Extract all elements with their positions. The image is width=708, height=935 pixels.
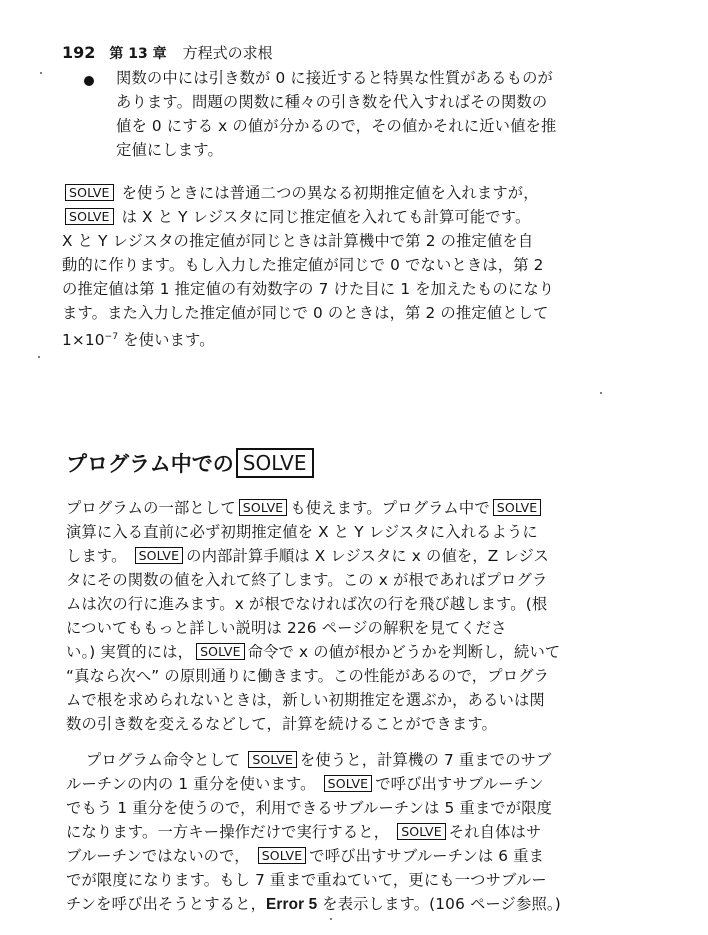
scan-speck bbox=[38, 356, 40, 358]
bullet-line: あります。問題の関数に種々の引き数を代入すればその関数の bbox=[116, 93, 548, 111]
scan-speck bbox=[330, 918, 332, 920]
solve-key: SOLVE bbox=[135, 547, 184, 564]
scan-speck bbox=[600, 392, 602, 394]
solve-key: SOLVE bbox=[258, 847, 307, 864]
bullet-line: 定値にします。 bbox=[116, 141, 223, 159]
paragraph-line: ルーチンの内の 1 重分を使います。 SOLVE で呼び出すサブルーチン bbox=[66, 775, 544, 793]
paragraph-line: SOLVE を使うときには普通二つの異なる初期推定値を入れますが， bbox=[62, 181, 539, 205]
paragraph-line: になります。一方キー操作だけで実行すると， SOLVE それ自体はサ bbox=[66, 823, 542, 841]
paragraph-line: 動的に作ります。もし入力した推定値が同じで 0 でないときは，第 2 bbox=[62, 256, 544, 274]
solve-key: SOLVE bbox=[397, 823, 446, 840]
solve-key: SOLVE bbox=[65, 208, 114, 225]
paragraph-line: X と Y レジスタの推定値が同じときは計算機中で第 2 の推定値を自 bbox=[62, 232, 534, 250]
section-heading: プログラム中での SOLVE bbox=[66, 448, 314, 478]
paragraph-line: “真なら次へ” の原則通りに働きます。この性能があるので，プログラ bbox=[66, 667, 550, 685]
paragraph-line: でが限度になります。もし 7 重まで重ねていて，更にも一つサブルー bbox=[66, 871, 547, 889]
bullet-line: 関数の中には引き数が 0 に接近すると特異な性質があるものが bbox=[116, 69, 553, 87]
paragraph-line: い。) 実質的には， SOLVE 命令で x の値が根かどうかを判断し，続いて bbox=[66, 643, 561, 661]
paragraph-line: SOLVE は X と Y レジスタに同じ推定値を入れても計算可能です。 bbox=[62, 205, 530, 229]
solve-key: SOLVE bbox=[236, 448, 314, 478]
solve-key: SOLVE bbox=[196, 643, 245, 660]
paragraph-line: チンを呼び出そうとすると，Error 5 を表示します。(106 ページ参照。) bbox=[66, 895, 561, 913]
paragraph-line: プログラムの一部として SOLVE も使えます。プログラム中で SOLVE bbox=[66, 496, 544, 520]
page-number: 192 bbox=[62, 43, 96, 62]
paragraph-line: ムは次の行に進みます。x が根でなければ次の行を飛び越します。(根 bbox=[66, 595, 548, 613]
solve-key: SOLVE bbox=[65, 184, 114, 201]
solve-key: SOLVE bbox=[248, 751, 297, 768]
paragraph-line: 数の引き数を変えるなどして，計算を続けることができます。 bbox=[66, 715, 497, 733]
solve-key: SOLVE bbox=[324, 775, 373, 792]
paragraph-line: プログラム命令として SOLVE を使うと，計算機の 7 重までのサブ bbox=[86, 751, 552, 769]
paragraph-line: の推定値は第 1 推定値の有効数字の 7 けた目に 1 を加えたものになり bbox=[62, 280, 555, 298]
paragraph-line: 演算に入る直前に必ず初期推定値を X と Y レジスタに入れるように bbox=[66, 523, 538, 541]
paragraph-line: ます。また入力した推定値が同じで 0 のときは，第 2 の推定値として bbox=[62, 304, 549, 322]
paragraph-line: についてももっと詳しい説明は 226 ページの解釈を見てくださ bbox=[66, 619, 507, 637]
paragraph-line: ブルーチンではないので， SOLVE で呼び出すサブルーチンは 6 重ま bbox=[66, 847, 545, 865]
scan-speck bbox=[40, 72, 42, 74]
solve-key: SOLVE bbox=[493, 499, 542, 516]
bullet-dot-icon bbox=[84, 76, 94, 86]
bullet-line: 値を 0 にする x の値が分かるので，その値かそれに近い値を推 bbox=[116, 117, 557, 135]
paragraph-line: でもう 1 重分を使うので，利用できるサブルーチンは 5 重までが限度 bbox=[66, 799, 553, 817]
paragraph-line: タにその関数の値を入れて終了します。この x が根であればプログラ bbox=[66, 571, 548, 589]
chapter-number: 第 13 章 bbox=[109, 46, 167, 62]
solve-key: SOLVE bbox=[239, 499, 288, 516]
chapter-title: 方程式の求根 bbox=[182, 44, 273, 62]
running-header bbox=[62, 42, 273, 63]
paragraph-line: ムで根を求められないときは，新しい初期推定を選ぶか，あるいは関 bbox=[66, 691, 545, 709]
paragraph-line: $1\times 10^{-7}$ を使います。 bbox=[62, 331, 215, 350]
error-message: Error 5 bbox=[266, 896, 318, 913]
paragraph-line: します。 SOLVE の内部計算手順は X レジスタに x の値を，Z レジス bbox=[66, 547, 549, 565]
